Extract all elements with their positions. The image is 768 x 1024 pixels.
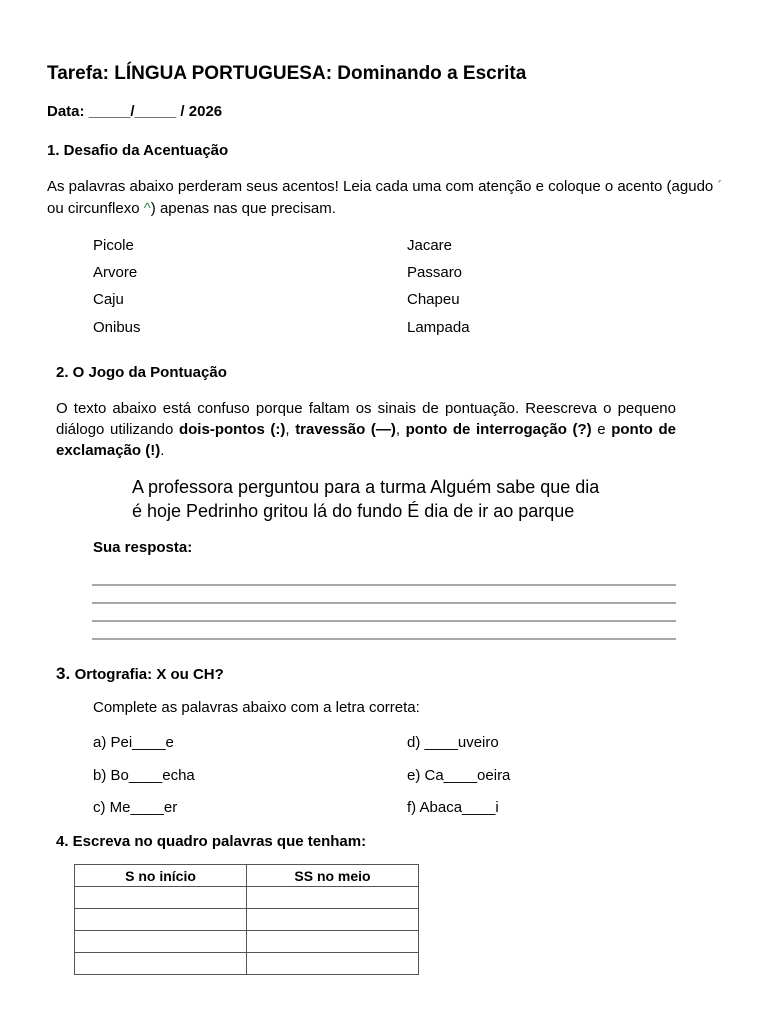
instruction-text: , [395,421,406,438]
section3-instruction: Complete as palavras abaixo com a letra correta: [93,699,420,716]
instruction-bold: travessão (—) [295,421,396,438]
circumflex-accent-glyph: ^ [143,200,151,217]
instruction-text: As palavras abaixo perderam seus acentos! Leia cada uma com atenção e coloque o acento (agudo [47,178,714,195]
table-cell[interactable] [247,909,419,931]
instruction-text: O texto abaixo está confuso porque faltam os sinais de pontuação. Reescreva o pequeno diálogo utilizando [56,400,676,438]
section4-heading: 4. Escreva no quadro palavras que tenham: [56,833,367,850]
answer-line[interactable] [92,602,676,604]
dialog-line: A professora perguntou para a turma Alguém sabe que dia [132,477,600,497]
instruction-bold: ponto de exclamação (!) [56,421,676,459]
fill-item: c) Me____er [93,799,178,816]
word-item: Picole [93,237,134,254]
section2-instruction [56,398,676,461]
acute-accent-glyph: ´ [717,178,723,195]
instruction-text: ou circunflexo [47,200,140,217]
answer-label: Sua resposta: [93,539,193,556]
word-item: Jacare [407,237,453,254]
instruction-text: e [591,421,612,438]
word-item: Onibus [93,319,141,336]
word-item: Chapeu [407,291,460,308]
fill-item: d) ____uveiro [407,734,499,751]
instruction-bold: dois-pontos (:) [178,421,286,438]
table-cell[interactable] [247,931,419,953]
words-table [74,864,419,975]
table-row [75,931,419,953]
table-cell[interactable] [75,887,247,909]
table-cell[interactable] [75,909,247,931]
instruction-text: . [160,442,165,459]
section1-heading: 1. Desafio da Acentuação [47,142,229,159]
table-cell[interactable] [247,887,419,909]
section-title: Ortografia: X ou CH? [74,666,224,683]
answer-line[interactable] [92,584,676,586]
section2-heading: 2. O Jogo da Pontuação [56,364,227,381]
fill-item: b) Bo____echa [93,767,195,784]
fill-item: a) Pei____e [93,734,174,751]
date-line: Data: _____/_____ / 2026 [47,103,223,120]
section-number: 3. [56,664,71,683]
fill-item: e) Ca____oeira [407,767,511,784]
instruction-text: , [285,421,296,438]
section3-heading [56,664,224,684]
table-row [75,953,419,975]
fill-item: f) Abaca____i [407,799,499,816]
word-item: Passaro [407,264,463,281]
table-header-row [75,865,419,887]
table-header: SS no meio [247,865,419,887]
table-cell[interactable] [75,953,247,975]
section1-instruction [47,176,727,220]
table-row [75,887,419,909]
word-item: Lampada [407,319,470,336]
answer-line[interactable] [92,638,676,640]
word-item: Caju [93,291,124,308]
instruction-bold: ponto de interrogação (?) [405,421,592,438]
dialog-line: é hoje Pedrinho gritou lá do fundo É dia de ir ao parque [132,501,575,521]
page-title: Tarefa: LÍNGUA PORTUGUESA: Dominando a Escrita [47,63,527,84]
dialog-text [132,475,672,523]
answer-line[interactable] [92,620,676,622]
table-header: S no início [75,865,247,887]
instruction-text: ) apenas nas que precisam. [150,200,336,217]
table-row [75,909,419,931]
table-cell[interactable] [247,953,419,975]
word-item: Arvore [93,264,138,281]
table-cell[interactable] [75,931,247,953]
